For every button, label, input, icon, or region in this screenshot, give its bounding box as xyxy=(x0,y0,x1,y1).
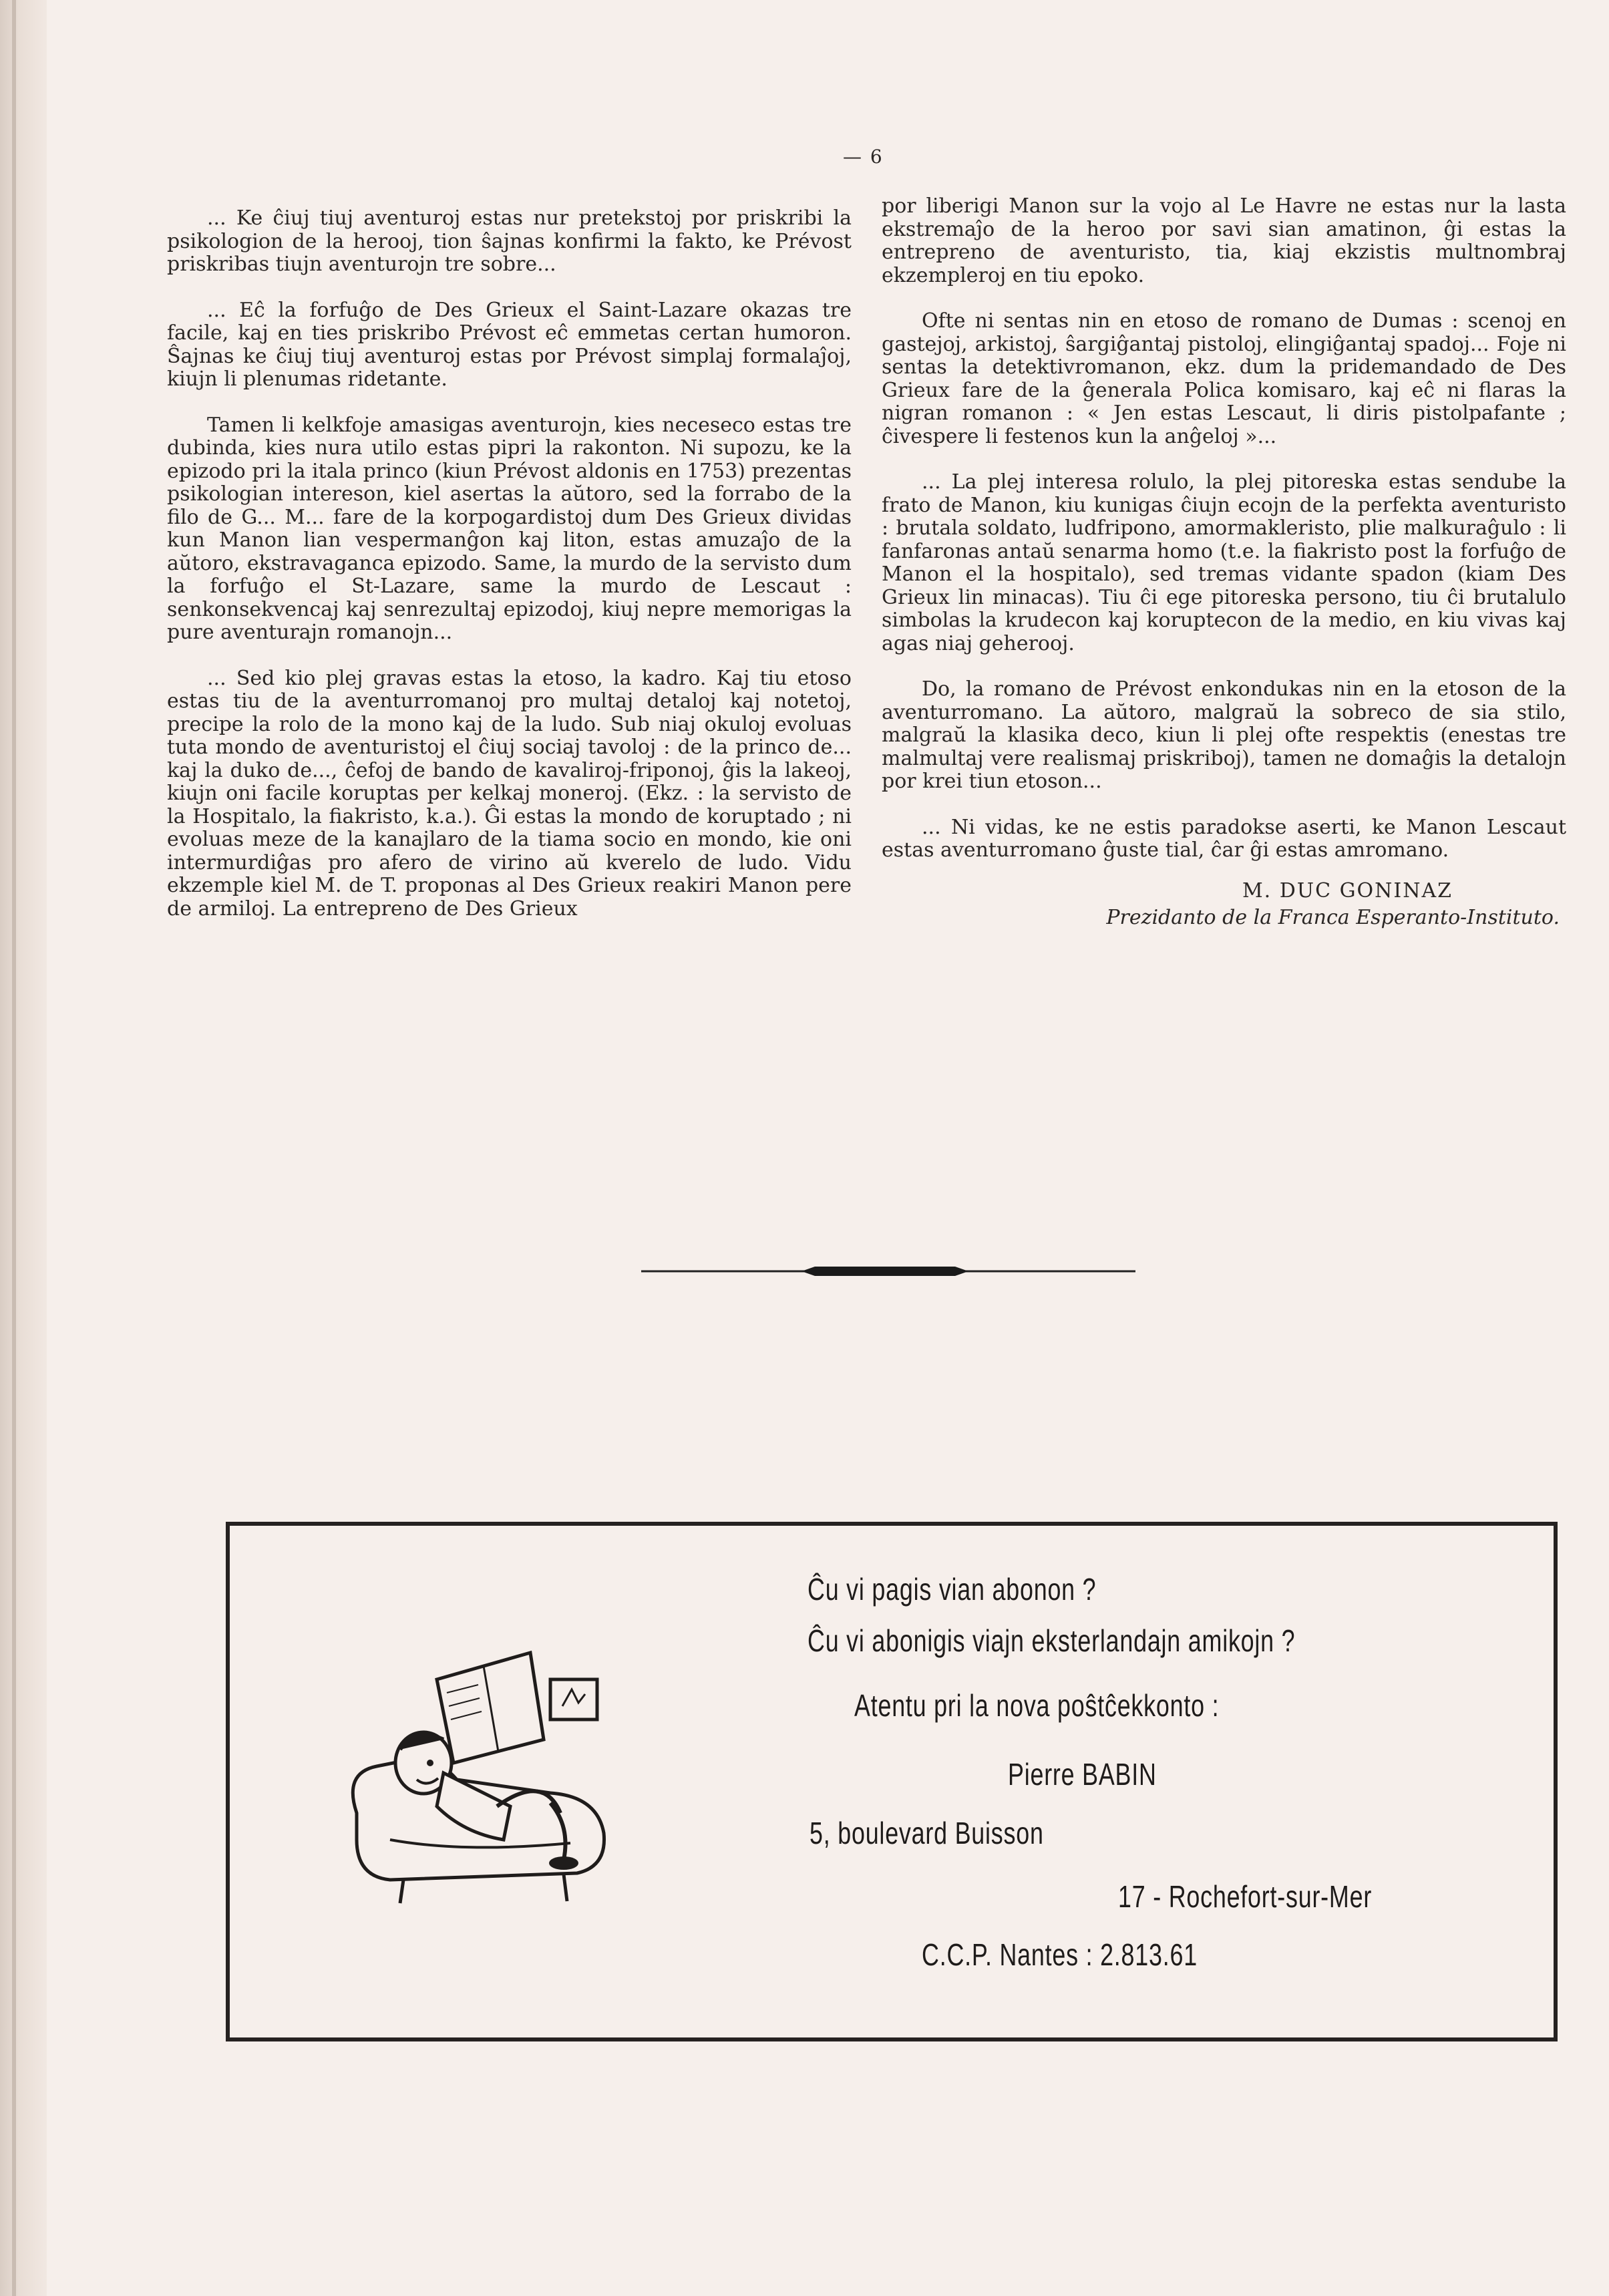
subscription-ad-box xyxy=(226,1522,1558,2041)
page-number: — 6 xyxy=(843,146,884,168)
paper-edge xyxy=(0,0,48,2296)
ad-question-1: Ĉu vi pagis vian abonon ? xyxy=(808,1572,1097,1607)
ad-postal-account: C.C.P. Nantes : 2.813.61 xyxy=(922,1937,1198,1972)
paper-edge-shadow xyxy=(12,0,16,2296)
left-column xyxy=(167,207,852,943)
right-paragraph-2: Ofte ni sentas nin en etoso de romano de Dumas : scenoj en gastejoj, arkistoj, ŝargiĝantaj pistoloj, elingiĝantaj spadoj... Foje ni sentas la detektivromanon, ekz. dum la pridemandado de Des Grieux fare de la ĝenerala Polica komisaro, kaj eĉ ni flaras la nigran romanon : « Jen estas Lescaut, li diris pistolpafante ; ĉivespere li festenos kun la anĝeloj »... xyxy=(882,309,1566,448)
signature-role: Prezidanto de la Franca Esperanto-Instituto. xyxy=(1106,906,1560,929)
ad-recipient-name: Pierre BABIN xyxy=(1008,1757,1157,1792)
left-paragraph-3: Tamen li kelkfoje amasigas aventurojn, kies neceseco estas tre dubinda, kies nura utilo estas pipri la rakonton. Ni supozu, ke la epizodo pri la itala princo (kiun Prévost aldonis en 1753) prezentas psikologian intereson, kiel asertas la aŭtoro, sed la forrabo de la filo de G... M... fare de la korpogardistoj dum Des Grieux dividas kun Manon lian vespermanĝon kaj liton, estas amuzaĵo de la aŭtoro, ekstravaganca epizodo. Same, la murdo de la servisto dum la forfuĝo el St-Lazare, same la murdo de Lescaut : senkonsekvencaj kaj senrezultaj epizodoj, kiuj nepre memorigas la pure aventurajn romanojn... xyxy=(167,413,852,644)
left-paragraph-4: ... Sed kio plej gravas estas la etoso, la kadro. Kaj tiu etoso estas tiu de la aventurromanoj pro multaj detaloj kaj notetoj, precipe la rolo de la mono kaj de la ludo. Sub niaj okuloj evoluas tuta mondo de aventuristoj el ĉiuj sociaj tavoloj : de la princo de... kaj la duko de..., ĉefoj de bando de kavaliroj-friponoj, ĝis la lakeoj, kiujn oni facile koruptas per kelkaj moneroj. (Ekz. : la servisto de la Hospitalo, la fiakristo, k.a.). Ĝi estas la mondo de koruptado ; ni evoluas meze de la kanajlaro de la tiama socio en mondo, kie oni intermurdiĝas pro afero de virino aŭ kverelo de ludo. Vidu ekzemple kiel M. de T. proponas al Des Grieux reakiri Manon pere de armiloj. La entrepreno de Des Grieux xyxy=(167,666,852,921)
right-paragraph-5: ... Ni vidas, ke ne estis paradokse aserti, ke Manon Lescaut estas aventurromano ĝuste tial, ĉar ĝi estas amromano. xyxy=(882,815,1566,862)
left-paragraph-1: ... Ke ĉiuj tiuj aventuroj estas nur pretekstoj por priskribi la psikologion de la herooj, tion ŝajnas konfirmi la fakto, ke Prévost priskribas tiujn aventurojn tre sobre... xyxy=(167,206,852,276)
section-divider xyxy=(641,1265,1135,1278)
ad-city: 17 - Rochefort-sur-Mer xyxy=(1118,1879,1373,1914)
signature-name: M. DUC GONINAZ xyxy=(1242,878,1453,903)
right-column xyxy=(882,195,1566,930)
right-paragraph-3: ... La plej interesa rolulo, la plej pitoreska estas sendube la frato de Manon, kiu kunigas ĉiujn ecojn de la perfekta aventuristo : brutala soldato, ludfripono, amormakleristo, plie malkuraĝulo : li fanfaronas antaŭ senarma homo (t.e. la fiakristo post la forfuĝo de Manon el la hospitalo), sed tremas vidante spadon (kiam Des Grieux lin minacas). Tiu ĉi ege pitoreska persono, tiu ĉi brutalulo simbolas la krudecon kaj koruptecon de la medio, en kiu vivas kaj agas niaj geherooj. xyxy=(882,470,1566,655)
ad-question-2: Ĉu vi abonigis viajn eksterlandajn amikojn ? xyxy=(808,1623,1296,1658)
left-paragraph-2: ... Eĉ la forfuĝo de Des Grieux el Saint-Lazare okazas tre facile, kaj en ties priskribo Prévost eĉ emmetas certan humoron. Ŝajnas ke ĉiuj tiuj aventuroj estas por Prévost simplaj formalaĵoj, kiujn li plenumas ridetante. xyxy=(167,298,852,391)
right-paragraph-4: Do, la romano de Prévost enkondukas nin en la etoson de la aventurromano. La aŭtoro, malgraŭ la sobreco de sia stilo, malgraŭ la klasika deco, kiun li plej ofte respektis (enestas tre malmultaj vere realismaj priskriboj), tamen ne domaĝis la detalojn por krei tiun etoson... xyxy=(882,677,1566,793)
ad-notice: Atentu pri la nova poŝtĉekkonto : xyxy=(854,1688,1220,1723)
ad-street-address: 5, boulevard Buisson xyxy=(810,1816,1044,1850)
right-paragraph-1: por liberigi Manon sur la vojo al Le Havre ne estas nur la lasta ekstremaĵo de la heroo por savi sian amatinon, ĝi estas la entrepreno de aventuristo, tia, kiaj ekzistis multnombraj ekzempleroj en tiu epoko. xyxy=(882,194,1566,287)
newspaper-reader-illustration xyxy=(330,1639,624,1907)
